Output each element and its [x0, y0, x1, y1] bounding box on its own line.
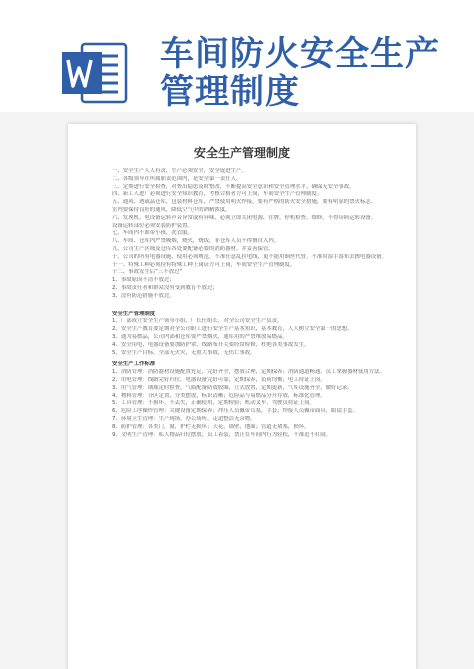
text-line: 3、用气管理：钢瓶定时检查，气瓶配备防震胶圈，立式放置，定期更新，气库设施齐全，做好记录。 — [112, 384, 353, 391]
text-line: 3、没有防范措施不放过。 — [112, 292, 175, 299]
text-line: 十一、特殊工种必须持有特殊工种上岗证方可上岗，车间安全生产管理制度。 — [112, 261, 296, 268]
text-line: 5、安全生产目标，全部无火灾，无重大事故，无伤亡事故。 — [112, 349, 256, 356]
text-line: 三、定期进行安全检查，对查出隐患及时整改，不断提高安全意识和安全管理水平，确保无安全事故。 — [112, 183, 355, 190]
text-line: 5、工具管理：不损坏，不丢失，正确使用，定期检验；机动叉车，驾驶员持证上岗。 — [112, 400, 315, 407]
text-line: 2、事故责任者和群众没有受到教育不放过； — [112, 284, 218, 291]
page-title-line-1: 车间防火安全生产 — [160, 34, 440, 74]
text-line: 九、公司生产区域及仓库各处要配备必要的消防器材，并妥善保管。 — [112, 245, 274, 252]
text-line: 1、事故原因不清不放过； — [112, 277, 175, 284]
text-line: 2、安全生产教育要定期对全公司职工进行安全生产基本知识，基本教育，人人树立安全第一的思想。 — [112, 326, 353, 333]
text-line: 2、用电管理：线路完好归位，电器设备完好可靠，定期保养，负荷均衡；电工持证上岗。 — [112, 376, 326, 383]
text-line: 7、环境卫生管理：生产现场，办公场所，走道整洁无杂物。 — [112, 415, 256, 422]
text-line: 1、消防管理：消防器材设施配置充足，完好齐全，摆放合理，定期保养；消防通道畅通，员工掌握器材使用方法。 — [112, 369, 385, 376]
text-line: 二、各级领导在所属职责范围内，是安全第一责任人。 — [112, 175, 242, 182]
text-line: 室内要保持良好的通风，降低空气中的酒精浓度。 — [112, 206, 231, 213]
page-title-line-2: 管理制度 — [160, 72, 300, 112]
section-heading: 安全生产管理制度 — [112, 310, 156, 317]
document-page — [68, 124, 416, 669]
text-line: 七、车间内不准带小孩，洗衣服。 — [112, 230, 193, 237]
text-line: 4、安全用电，电器设备要加防护罩，线路布开关要经常检修，杜绝各类事故发生。 — [112, 341, 310, 348]
text-line: 设备运转部位必须安装防护装置。 — [112, 222, 193, 229]
document-title: 安全生产管理制度 — [193, 146, 290, 160]
text-line: 十二、事故发生后“三不放过” — [112, 269, 183, 276]
text-line: 9、文明生产管理：私人物品归位摆放；员工着装，禁止在车间内行为轻松，不准追不打闹。 — [112, 431, 332, 438]
text-line: 五、通风、透或品仓库，包装材料仓库，严禁使用明火焊接，要有严格的防火安全措施，要有明显的禁火标志。 — [112, 199, 377, 206]
document-body — [112, 168, 404, 439]
text-line: 3、通为易燃品，公司内部和仓库要严禁烟火，通库用的严禁堆放易燃品。 — [112, 333, 288, 340]
text-line: 四、新工人进厂必须进行安全知识教育，考核合格者方可上岗，车间安全生产管理制度。 — [112, 191, 323, 198]
text-line: 八、车间、仓库内严禁吸烟，烧火，烧饭，非仓库人员不得擅自入内。 — [112, 238, 280, 245]
text-line: 六、发现机、电设备运转声音异常或有异味，必须立即关闭电源，往牌，停机检查，维修，不得带病运转设备。 — [112, 214, 377, 221]
text-line: 4、物料管理：分区定置，分类摆放，标识清晰；危险品与易燃品分开存放，标准化管理。 — [112, 392, 326, 399]
text-line: 十、公司的所有电器设施，使用必须规范，不准任意乱拉电线，更不能用铜丝代替，不准用湿手湿布去擦电器设备。 — [112, 253, 387, 260]
section-heading: 安全生产工作标准 — [112, 361, 156, 368]
text-line: 8、防护管理：各类门，窗，护栏无损坏；天花，墙壁，地面；管道无堵塞，损坏。 — [112, 423, 310, 430]
header-banner — [0, 0, 474, 112]
text-line: 1、厂部成立安全生产领导小组，厂长任组长，对全公司安全生产负责。 — [112, 318, 283, 325]
word-document-icon — [60, 40, 130, 106]
text-line: 一、安全生产人人有责，生产必须安全，安全促进生产。 — [112, 168, 247, 174]
text-line: 6、危险工序操作管理：关键设备定期保养；冲压人员佩带耳塞，手套；焊接人员佩带面具，眼镜手套。 — [112, 408, 359, 415]
